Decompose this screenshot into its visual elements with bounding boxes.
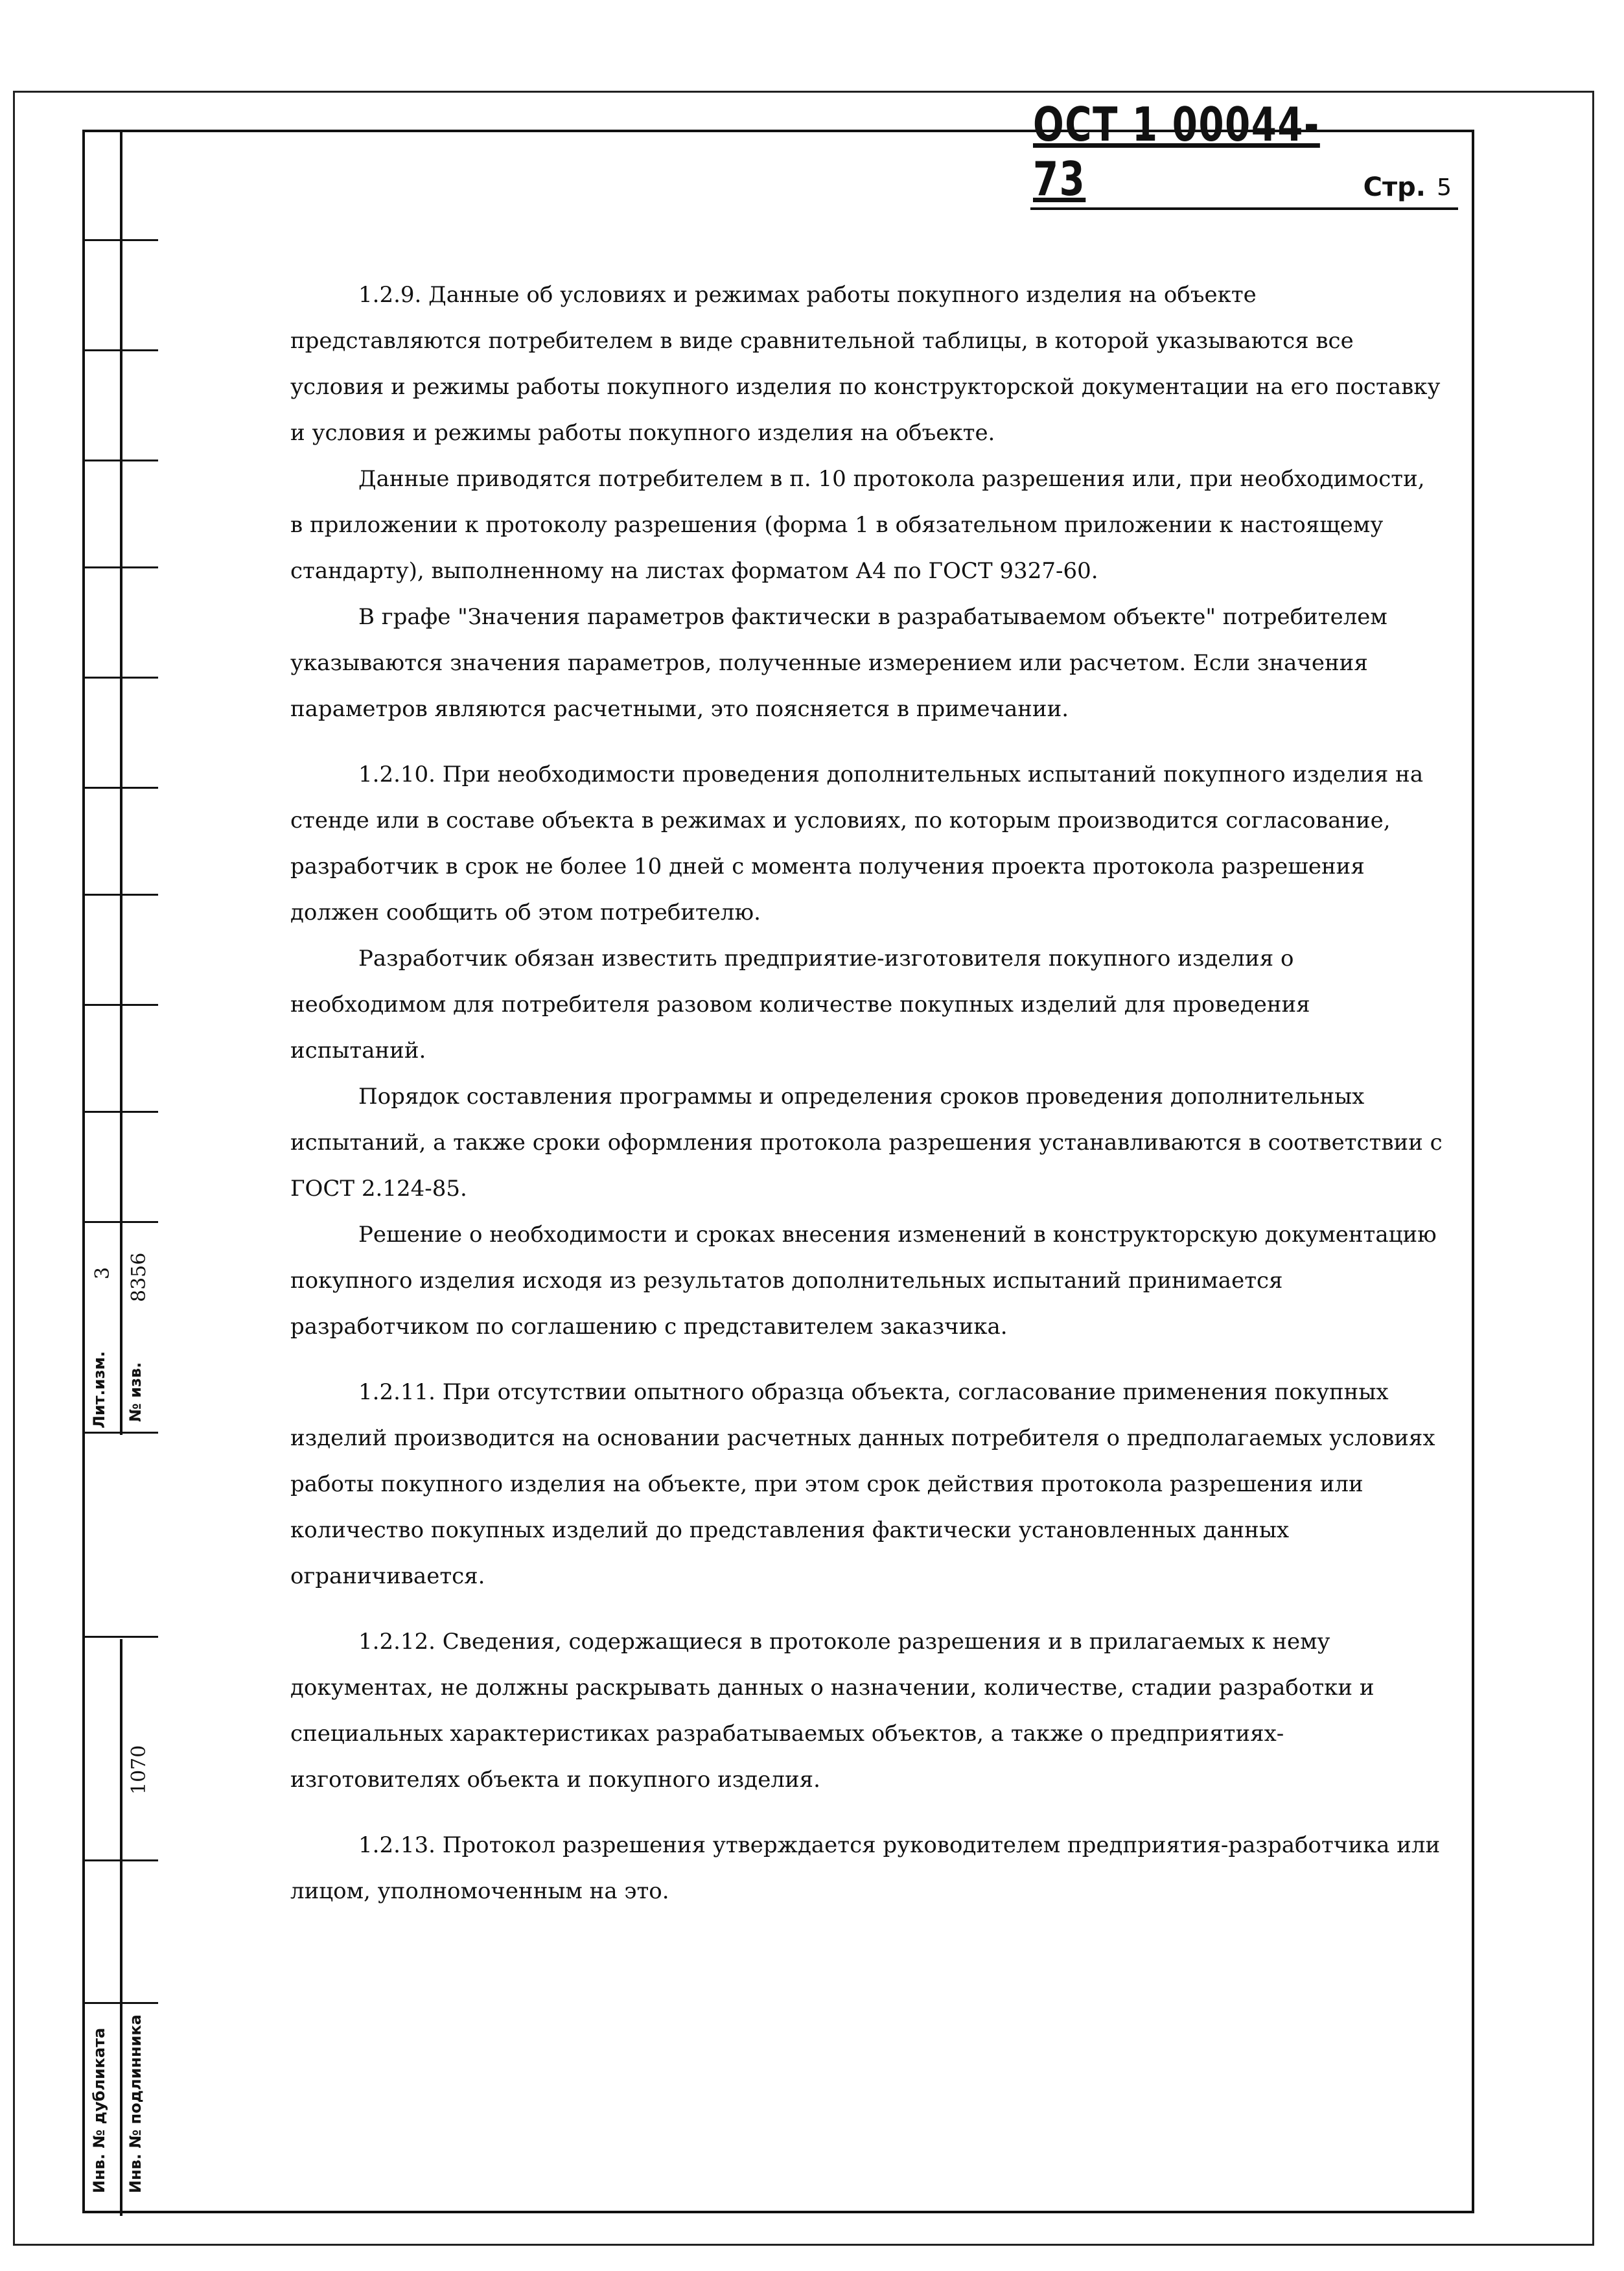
page-label: Стр. — [1363, 172, 1426, 202]
stamp-hline — [85, 1859, 158, 1861]
paragraph-1-2-9: 1.2.9. Данные об условиях и режимах работы покупного изделия на объекте представляются потребителем в виде сравнительной таблицы, в которой указываются все условия и режимы работы покупного изделия по конструкторской документации на его поставку и условия и режимы работы покупного изделия на объекте. — [290, 282, 1441, 446]
inv-podlinnika-label: Инв. № подлинника — [126, 2014, 145, 2193]
stamp-column — [82, 130, 158, 2213]
stamp-hline — [85, 1004, 158, 1006]
stamp-divider — [120, 132, 122, 1435]
paragraph-1-2-12: 1.2.12. Сведения, содержащиеся в протоколе разрешения и в прилагаемых к нему документах, не должны раскрывать данных о назначении, количестве, стадии разработки и специальных характеристиках разрабатываемых объектов, а также о предприятиях-изготовителях объекта и покупного изделия. — [290, 1629, 1375, 1793]
paragraph: Решение о необходимости и сроках внесения изменений в конструкторскую документацию покупного изделия исходя из результатов дополнительных испытаний принимается разработчиком по соглашению с представителем заказчика. — [290, 1222, 1437, 1340]
paragraph: Порядок составления программы и определения сроков проведения дополнительных испытаний, а также сроки оформления протокола разрешения устанавливаются в соответствии с ГОСТ 2.124-85. — [290, 1084, 1443, 1202]
document-body — [290, 272, 1444, 1915]
stamp-hline — [85, 1221, 158, 1223]
lit-izm-label: Лит.изм. — [90, 1351, 108, 1428]
stamp-hline — [85, 566, 158, 568]
stamp-hline — [85, 1432, 158, 1434]
paragraph: Разработчик обязан известить предприятие-изготовителя покупного изделия о необходимом для потребителя разовом количестве покупных изделий для проведения испытаний. — [290, 946, 1310, 1064]
stamp-hline — [85, 894, 158, 896]
document-header — [1030, 97, 1458, 210]
stamp-hline — [85, 2002, 158, 2004]
stamp-hline — [85, 460, 158, 461]
lit-izm-value: 3 — [91, 1266, 114, 1279]
inv-podlinnika-value: 1070 — [128, 1745, 150, 1795]
stamp-divider — [120, 1639, 122, 2216]
paragraph-1-2-10: 1.2.10. При необходимости проведения дополнительных испытаний покупного изделия на стенде или в составе объекта в режимах и условиях, по которым производится согласование, разработчик в срок не более 10 дней с момента получения проекта протокола разрешения должен сообщить об этом потребителю. — [290, 762, 1424, 926]
stamp-hline — [85, 349, 158, 351]
paragraph-1-2-11: 1.2.11. При отсутствии опытного образца объекта, согласование применения покупных изделий производится на основании расчетных данных потребителя о предполагаемых условиях работы покупного изделия на объекте, при этом срок действия протокола разрешения или количество покупных изделий до представления фактически установленных данных ограничивается. — [290, 1379, 1435, 1589]
paragraph-1-2-13: 1.2.13. Протокол разрешения утверждается руководителем предприятия-разработчика или лицом, уполномоченным на это. — [290, 1832, 1441, 1904]
stamp-hline — [85, 1636, 158, 1638]
doc-code: ОСТ 1 00044-73 — [1033, 97, 1320, 206]
inv-dublikata-label: Инв. № дубликата — [90, 2027, 108, 2193]
page-number: 5 — [1437, 174, 1452, 201]
paragraph: В графе "Значения параметров фактически в разрабатываемом объекте" потребителем указываются значения параметров, полученные измерением или расчетом. Если значения параметров являются расчетными, это поясняется в примечании. — [290, 604, 1387, 722]
stamp-hline — [85, 1111, 158, 1113]
stamp-hline — [85, 677, 158, 679]
stamp-hline — [85, 239, 158, 241]
stamp-hline — [85, 787, 158, 789]
paragraph: Данные приводятся потребителем в п. 10 протокола разрешения или, при необходимости, в приложении к протоколу разрешения (форма 1 в обязательном приложении к настоящему стандарту), выполненному на листах форматом А4 по ГОСТ 9327-60. — [290, 466, 1425, 584]
no-izv-label: № изв. — [126, 1362, 145, 1422]
no-izv-value: 8356 — [128, 1252, 150, 1302]
